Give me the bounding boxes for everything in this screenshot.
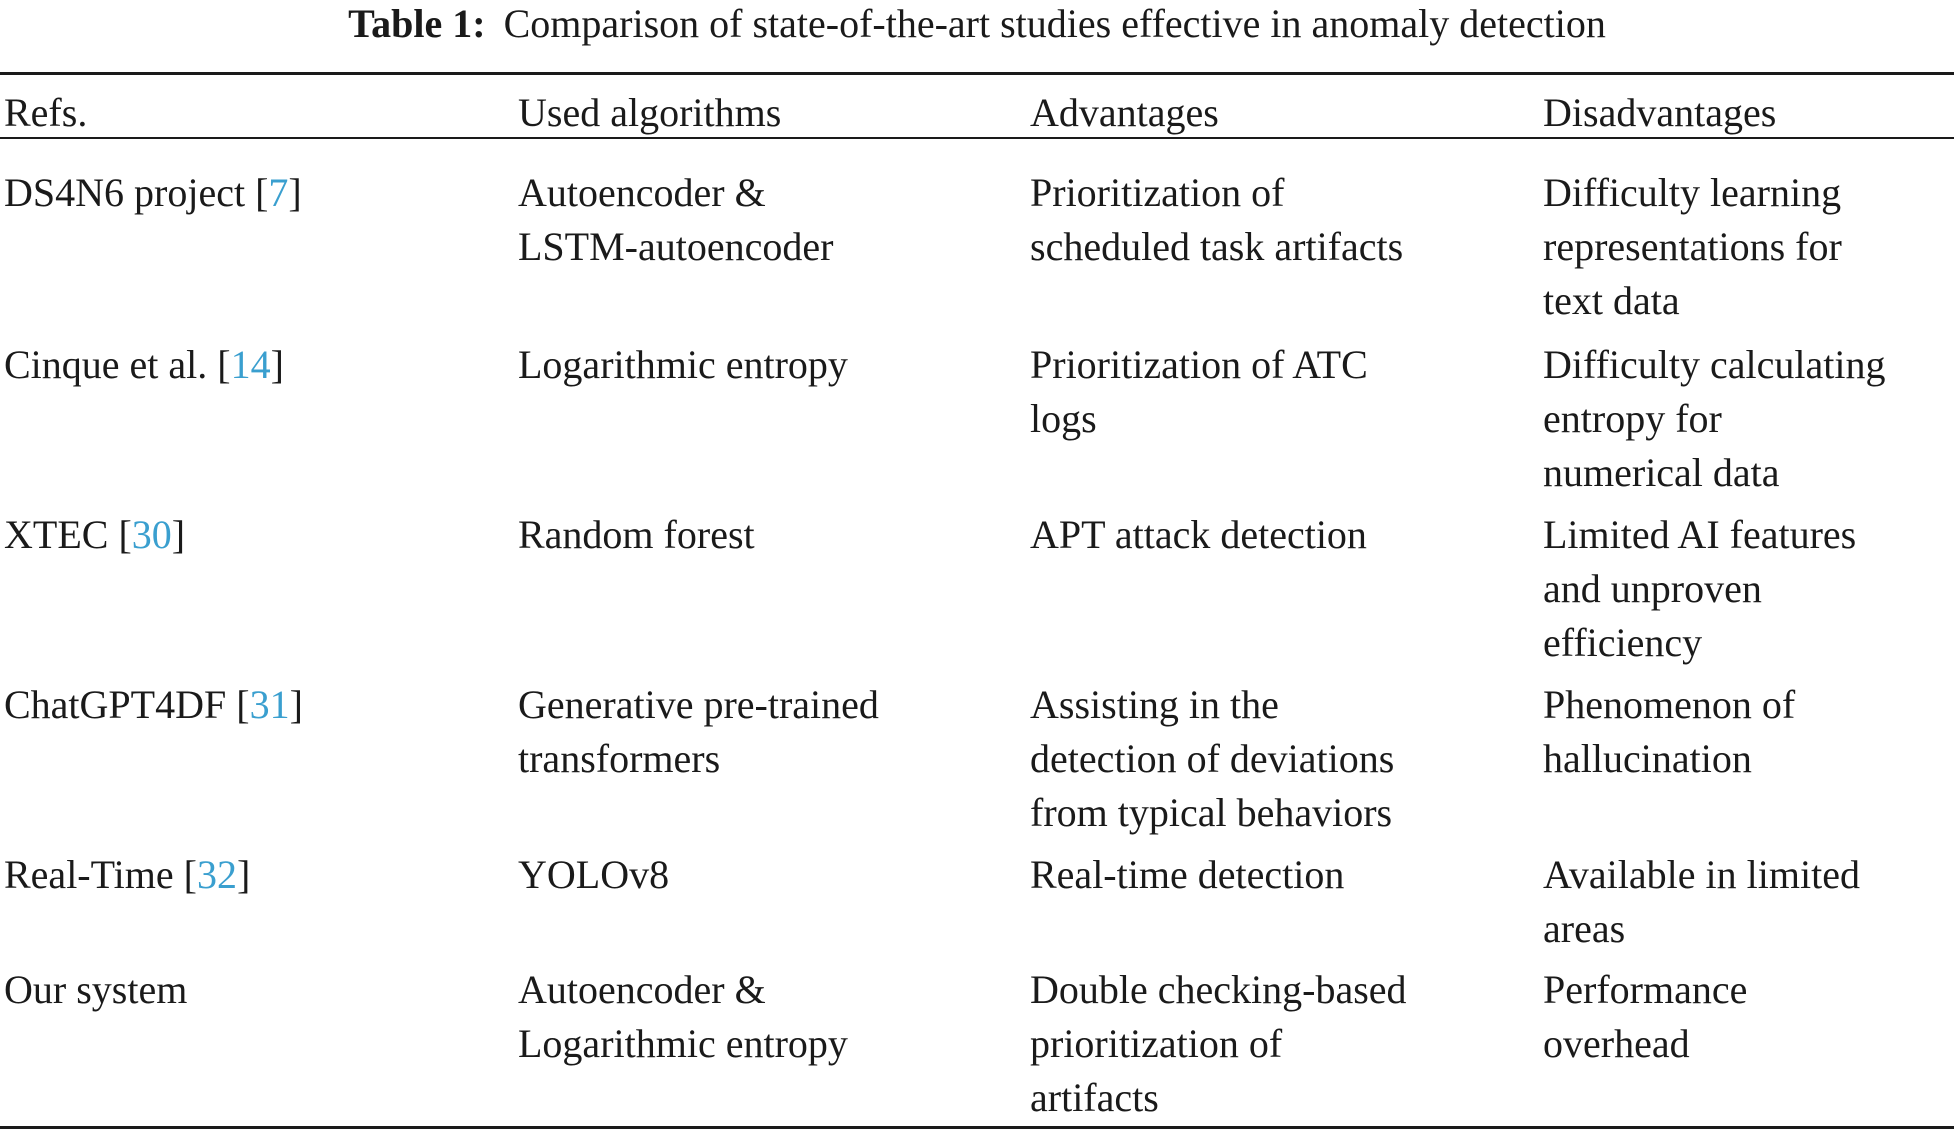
citation-link[interactable]: 31 [249, 682, 290, 727]
ref-name: XTEC [4, 512, 109, 557]
ref-cell: Real-Time [32] [4, 852, 251, 897]
cell-line: overhead [1543, 1021, 1690, 1066]
cell-line: representations for [1543, 224, 1842, 269]
ref-cell: DS4N6 project [7] [4, 170, 302, 215]
ref-name: ChatGPT4DF [4, 682, 227, 727]
cell-line: entropy for [1543, 396, 1722, 441]
cell-line: Available in limited [1543, 852, 1860, 897]
advantages-cell [1030, 508, 1530, 562]
citation-link[interactable]: 14 [230, 342, 271, 387]
citation-link[interactable]: 32 [196, 852, 237, 897]
cell-line: scheduled task artifacts [1030, 224, 1404, 269]
cell-line: areas [1543, 906, 1626, 951]
header-used-algorithms: Used algorithms [518, 90, 782, 135]
cell-line: Assisting in the [1030, 682, 1279, 727]
cell-line: Autoencoder & [518, 967, 766, 1012]
cell-line: Prioritization of [1030, 170, 1285, 215]
disadvantages-cell [1543, 508, 1953, 670]
advantages-cell [1030, 678, 1530, 840]
advantages-cell [1030, 166, 1530, 274]
table-caption [0, 0, 1954, 48]
cell-line: Performance [1543, 967, 1748, 1012]
ref-cell: ChatGPT4DF [31] [4, 682, 303, 727]
ref-name: DS4N6 project [4, 170, 246, 215]
cell-line: transformers [518, 736, 721, 781]
cell-line: Phenomenon of [1543, 682, 1796, 727]
ref-name: Real-Time [4, 852, 174, 897]
header-disadvantages: Disadvantages [1543, 90, 1777, 135]
cell-line: Logarithmic entropy [518, 1021, 848, 1066]
cell-line: Generative pre-trained [518, 682, 879, 727]
cell-line: Double checking-based [1030, 967, 1407, 1012]
advantages-cell [1030, 963, 1530, 1125]
cell-line: Random forest [518, 512, 755, 557]
cell-line: detection of deviations [1030, 736, 1395, 781]
table-header-rule [0, 137, 1954, 139]
cell-line: hallucination [1543, 736, 1752, 781]
cell-line: and unproven [1543, 566, 1762, 611]
advantages-cell [1030, 848, 1530, 902]
cell-line: Autoencoder & [518, 170, 766, 215]
disadvantages-cell [1543, 166, 1953, 328]
caption-label: Table 1: [348, 1, 486, 46]
algorithms-cell [518, 338, 1018, 392]
algorithms-cell [518, 166, 1018, 274]
cell-line: Prioritization of ATC [1030, 342, 1368, 387]
citation-link[interactable]: 7 [268, 170, 289, 215]
cell-line: Difficulty calculating [1543, 342, 1886, 387]
header-refs: Refs. [4, 90, 88, 135]
cell-line: artifacts [1030, 1075, 1159, 1120]
algorithms-cell [518, 848, 1018, 902]
advantages-cell [1030, 338, 1530, 446]
cell-line: LSTM-autoencoder [518, 224, 834, 269]
table-top-rule [0, 72, 1954, 75]
cell-line: numerical data [1543, 450, 1780, 495]
cell-line: Limited AI features [1543, 512, 1857, 557]
disadvantages-cell [1543, 848, 1953, 956]
cell-line: from typical behaviors [1030, 790, 1393, 835]
algorithms-cell [518, 963, 1018, 1071]
cell-line: logs [1030, 396, 1097, 441]
cell-line: Difficulty learning [1543, 170, 1842, 215]
ref-cell [4, 963, 504, 1017]
cell-line: Logarithmic entropy [518, 342, 848, 387]
ref-name: Cinque et al. [4, 342, 208, 387]
disadvantages-cell [1543, 678, 1953, 786]
cell-line: Real-time detection [1030, 852, 1345, 897]
ref-cell: Cinque et al. [14] [4, 342, 284, 387]
cell-line: text data [1543, 278, 1680, 323]
citation-link[interactable]: 30 [131, 512, 172, 557]
disadvantages-cell [1543, 338, 1953, 500]
algorithms-cell [518, 678, 1018, 786]
cell-line: APT attack detection [1030, 512, 1367, 557]
caption-text: Comparison of state-of-the-art studies effective in anomaly detection [503, 1, 1606, 46]
cell-line: efficiency [1543, 620, 1703, 665]
cell-line: YOLOv8 [518, 852, 670, 897]
algorithms-cell [518, 508, 1018, 562]
header-advantages: Advantages [1030, 90, 1219, 135]
disadvantages-cell [1543, 963, 1953, 1071]
cell-line: prioritization of [1030, 1021, 1283, 1066]
ref-cell: XTEC [30] [4, 512, 186, 557]
ref-name: Our system [4, 967, 188, 1012]
